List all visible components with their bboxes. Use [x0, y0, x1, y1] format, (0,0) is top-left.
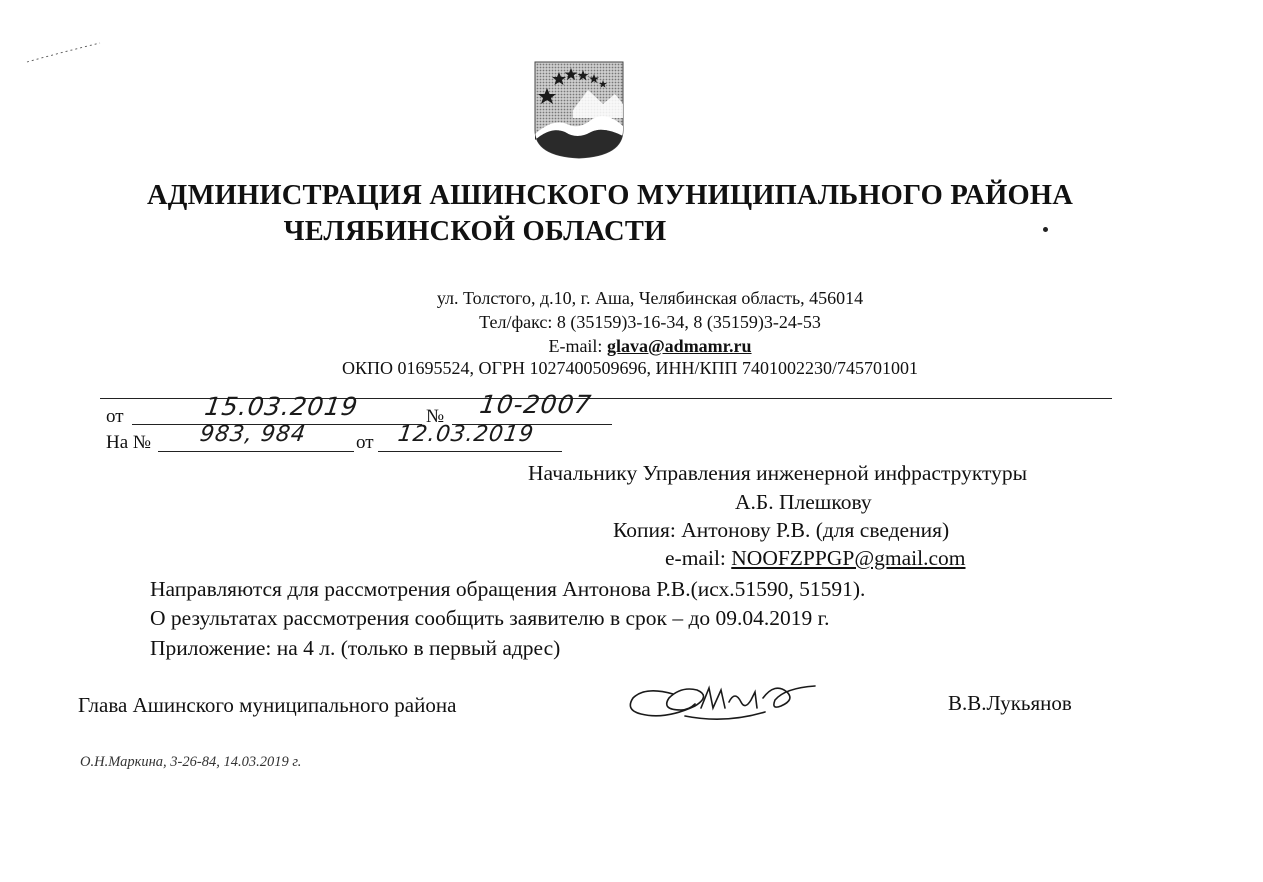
signatory-name: В.В.Лукьянов [948, 691, 1072, 715]
handwritten-reply-numbers: 983, 984 [198, 422, 308, 447]
addressee-email-line [665, 546, 966, 571]
signature-mark [625, 668, 825, 728]
body-line-2: О результатах рассмотрения сообщить заявителю в срок – до 09.04.2019 г. [150, 606, 830, 630]
handwritten-reply-date: 12.03.2019 [396, 422, 536, 447]
addressee-email-link[interactable]: NOOFZPPGP@gmail.com [731, 546, 966, 570]
organization-title-line1: АДМИНИСТРАЦИЯ АШИНСКОГО МУНИЦИПАЛЬНОГО РАЙОНА [146, 180, 1073, 211]
addressee-email-label: e-mail: [665, 546, 732, 570]
email-line [0, 336, 1263, 357]
copy-recipient: Копия: Антонову Р.В. (для сведения) [613, 518, 950, 542]
scan-dot [1043, 227, 1048, 232]
handwritten-number: 10-2007 [477, 390, 594, 419]
crest-emblem-icon [533, 60, 625, 160]
number-label: № [426, 406, 445, 427]
scan-specks [25, 40, 105, 65]
requisites-line: ОКПО 01695524, ОГРН 1027400509696, ИНН/КПП 7401002230/745701001 [342, 358, 918, 378]
reply-date-blank [378, 451, 562, 452]
phone-line: Тел/факс: 8 (35159)3-16-34, 8 (35159)3-24-53 [479, 312, 821, 332]
email-link[interactable]: glava@admamr.ru [606, 336, 752, 356]
executor-note: О.Н.Маркина, 3-26-84, 14.03.2019 г. [80, 754, 302, 770]
handwritten-date: 15.03.2019 [202, 392, 361, 421]
reply-from-label: от [356, 432, 374, 453]
email-label: E-mail: [548, 336, 607, 356]
reply-numbers-blank [158, 451, 354, 452]
signatory-position: Глава Ашинского муниципального района [78, 693, 457, 717]
reply-label: На № [106, 432, 152, 453]
body-line-1: Направляются для рассмотрения обращения Антонова Р.В.(исх.51590, 51591). [150, 577, 866, 601]
body-line-3: Приложение: на 4 л. (только в первый адрес) [150, 636, 561, 660]
addressee-name: А.Б. Плешкову [735, 490, 872, 514]
addressee-position: Начальнику Управления инженерной инфраструктуры [528, 461, 1028, 485]
from-label: от [106, 406, 124, 427]
address-line: ул. Толстого, д.10, г. Аша, Челябинская область, 456014 [436, 288, 864, 308]
organization-title-line2: ЧЕЛЯБИНСКОЙ ОБЛАСТИ [283, 216, 667, 247]
